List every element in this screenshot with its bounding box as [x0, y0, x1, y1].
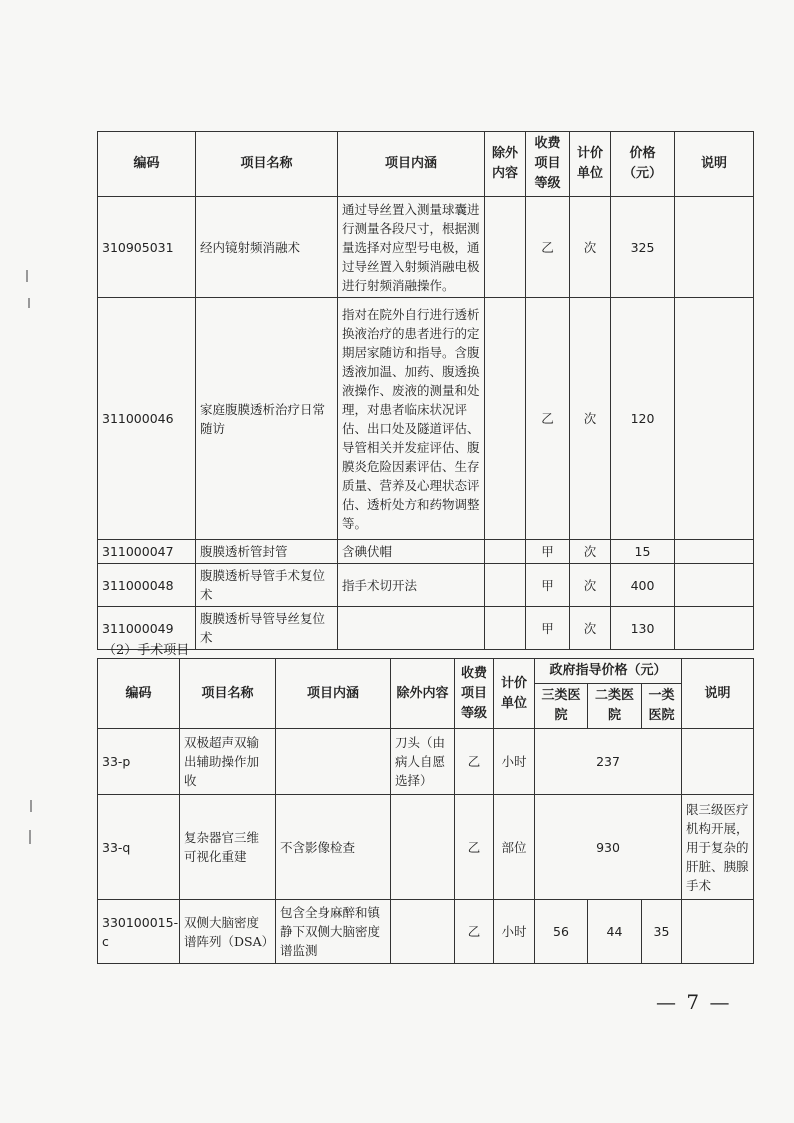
- cell-grade: 乙: [526, 298, 570, 540]
- cell-price: 400: [611, 564, 675, 607]
- cell-class2-price: 44: [588, 900, 642, 964]
- cell-grade: 乙: [526, 197, 570, 298]
- scan-mark: [26, 270, 28, 282]
- col-header-grade: 收费项目等级: [526, 132, 570, 197]
- cell-grade: 乙: [455, 729, 494, 795]
- cell-content: 含碘伏帽: [338, 540, 485, 564]
- col-header-note: 说明: [682, 659, 754, 729]
- fee-table-2: [97, 658, 754, 964]
- col-header-unit: 计价单位: [494, 659, 535, 729]
- cell-content: 指手术切开法: [338, 564, 485, 607]
- cell-excluded: [485, 197, 526, 298]
- table-row: [98, 564, 754, 607]
- cell-excluded: [391, 795, 455, 900]
- cell-unit: 部位: [494, 795, 535, 900]
- scan-mark: [29, 830, 31, 844]
- cell-unit: 次: [570, 197, 611, 298]
- cell-name: 双极超声双输出辅助操作加收: [180, 729, 276, 795]
- cell-excluded: [485, 564, 526, 607]
- cell-note: 限三级医疗机构开展，用于复杂的肝脏、胰腺手术: [682, 795, 754, 900]
- cell-note: [682, 900, 754, 964]
- table-row: [98, 729, 754, 795]
- cell-name: 经内镜射频消融术: [196, 197, 338, 298]
- cell-excluded: [485, 298, 526, 540]
- col-header-code: 编码: [98, 132, 196, 197]
- cell-price-all: 237: [535, 729, 682, 795]
- col-header-price: 价格（元）: [611, 132, 675, 197]
- col-header-class3: 三类医院: [535, 684, 588, 729]
- col-header-name: 项目名称: [196, 132, 338, 197]
- cell-unit: 小时: [494, 729, 535, 795]
- col-header-grade: 收费项目等级: [455, 659, 494, 729]
- col-header-excluded: 除外内容: [391, 659, 455, 729]
- cell-name: 家庭腹膜透析治疗日常随访: [196, 298, 338, 540]
- cell-code: 33-q: [98, 795, 180, 900]
- cell-note: [675, 197, 754, 298]
- col-header-content: 项目内涵: [276, 659, 391, 729]
- cell-unit: 次: [570, 540, 611, 564]
- scan-mark: [28, 298, 30, 308]
- cell-content: [276, 729, 391, 795]
- cell-class3-price: 56: [535, 900, 588, 964]
- cell-unit: 次: [570, 564, 611, 607]
- cell-class1-price: 35: [642, 900, 682, 964]
- cell-grade: 乙: [455, 795, 494, 900]
- col-header-gov-price: 政府指导价格（元）: [535, 659, 682, 684]
- cell-content: [338, 607, 485, 650]
- col-header-note: 说明: [675, 132, 754, 197]
- fee-table-1: [97, 131, 754, 650]
- cell-note: [675, 540, 754, 564]
- page-number: — 7 —: [656, 990, 732, 1014]
- cell-grade: 乙: [455, 900, 494, 964]
- cell-excluded: [391, 900, 455, 964]
- table-row: [98, 607, 754, 650]
- cell-grade: 甲: [526, 540, 570, 564]
- cell-price: 120: [611, 298, 675, 540]
- cell-note: [682, 729, 754, 795]
- cell-code: 311000047: [98, 540, 196, 564]
- cell-code: 311000048: [98, 564, 196, 607]
- table-row: [98, 795, 754, 900]
- cell-excluded: [485, 540, 526, 564]
- cell-excluded: 刀头（由病人自愿选择）: [391, 729, 455, 795]
- cell-content: 包含全身麻醉和镇静下双侧大脑密度谱监测: [276, 900, 391, 964]
- cell-unit: 小时: [494, 900, 535, 964]
- table-header-row: [98, 132, 754, 197]
- cell-code: 311000046: [98, 298, 196, 540]
- cell-content: 通过导丝置入测量球囊进行测量各段尺寸，根据测量选择对应型号电极，通过导丝置入射频消融电极进行射频消融操作。: [338, 197, 485, 298]
- cell-code: 311000049: [98, 607, 196, 650]
- col-header-content: 项目内涵: [338, 132, 485, 197]
- table-header-row: [98, 659, 754, 684]
- cell-name: 双侧大脑密度谱阵列（DSA）: [180, 900, 276, 964]
- cell-price: 15: [611, 540, 675, 564]
- col-header-class1: 一类医院: [642, 684, 682, 729]
- col-header-class2: 二类医院: [588, 684, 642, 729]
- cell-name: 复杂器官三维可视化重建: [180, 795, 276, 900]
- col-header-excluded: 除外内容: [485, 132, 526, 197]
- cell-price-all: 930: [535, 795, 682, 900]
- cell-name: 腹膜透析导管手术复位术: [196, 564, 338, 607]
- cell-code: 33-p: [98, 729, 180, 795]
- col-header-unit: 计价单位: [570, 132, 611, 197]
- table-row: [98, 900, 754, 964]
- cell-code: 310905031: [98, 197, 196, 298]
- cell-note: [675, 298, 754, 540]
- cell-excluded: [485, 607, 526, 650]
- table-row: [98, 540, 754, 564]
- section-title: （2）手术项目: [103, 643, 190, 658]
- cell-grade: 甲: [526, 564, 570, 607]
- cell-name: 腹膜透析导管导丝复位术: [196, 607, 338, 650]
- table-row: [98, 298, 754, 540]
- cell-note: [675, 607, 754, 650]
- cell-price: 325: [611, 197, 675, 298]
- cell-content: 不含影像检查: [276, 795, 391, 900]
- table-row: [98, 197, 754, 298]
- cell-unit: 次: [570, 607, 611, 650]
- cell-unit: 次: [570, 298, 611, 540]
- cell-code: 330100015-c: [98, 900, 180, 964]
- cell-grade: 甲: [526, 607, 570, 650]
- col-header-name: 项目名称: [180, 659, 276, 729]
- cell-price: 130: [611, 607, 675, 650]
- cell-name: 腹膜透析管封管: [196, 540, 338, 564]
- col-header-code: 编码: [98, 659, 180, 729]
- cell-content: 指对在院外自行进行透析换液治疗的患者进行的定期居家随访和指导。含腹透液加温、加药、腹透换液操作、废液的测量和处理，对患者临床状况评估、出口处及隧道评估、导管相关并发症评估、腹膜炎危险因素评估、生存质量、营养及心理状态评估、透析处方和药物调整等。: [338, 298, 485, 540]
- scan-mark: [30, 800, 32, 812]
- cell-note: [675, 564, 754, 607]
